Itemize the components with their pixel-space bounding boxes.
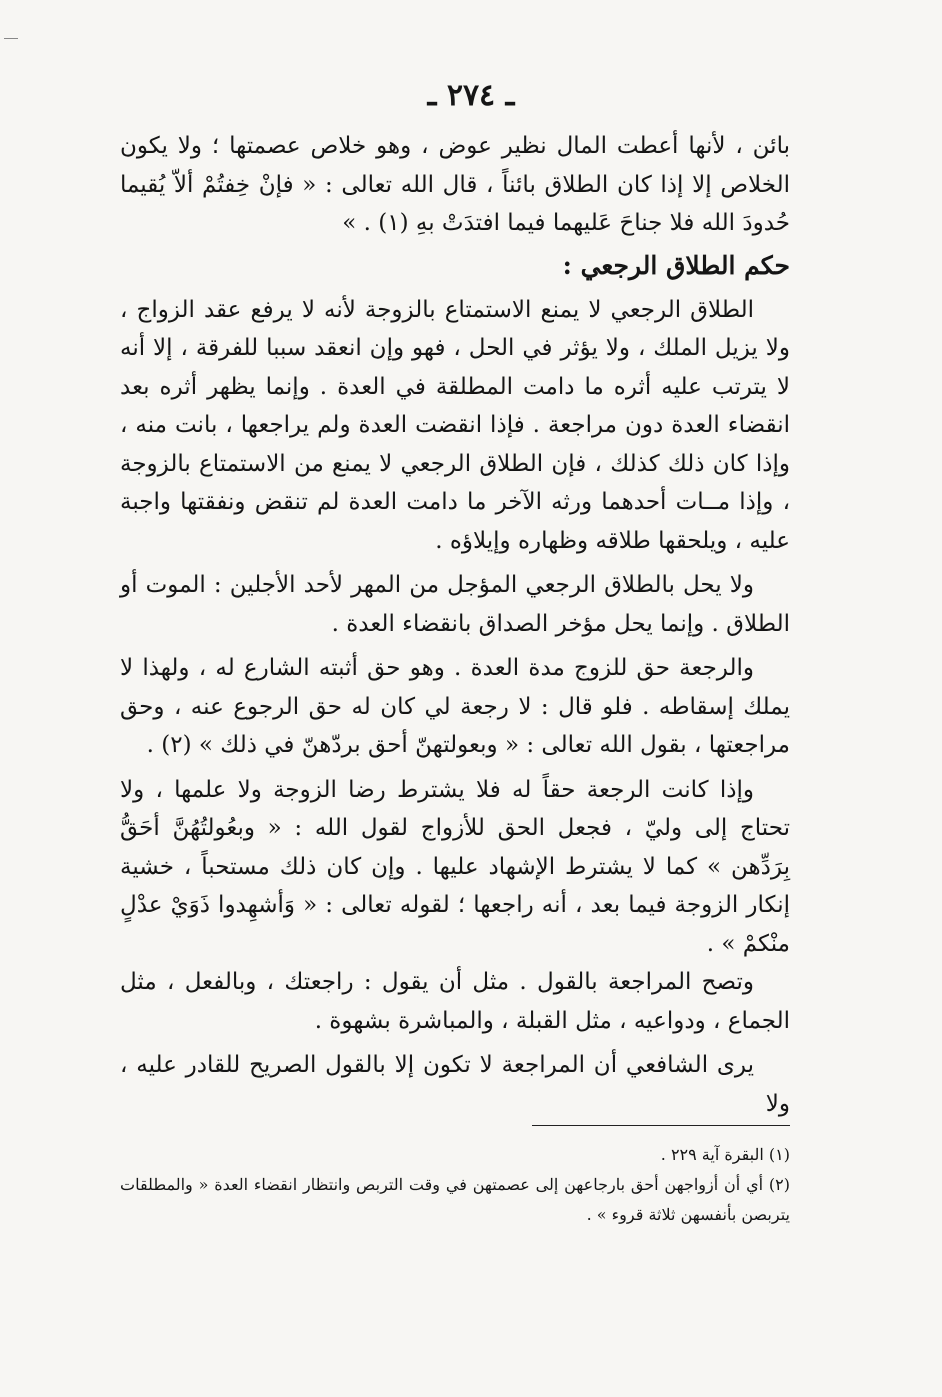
footnote-separator [532, 1125, 790, 1126]
paragraph-intro: بائن ، لأنها أعطت المال نظير عوض ، وهو خلاص عصمتها ؛ ولا يكون الخلاص إلا إذا كان الطلاق بائناً ، قال الله تعالى : « فإنْ خِفتُمْ ألاّ يُقيما حُدودَ الله فلا جناحَ عَليهما فيما افتدَتْ بهِ (١) . » [120, 133, 790, 236]
paragraph-right-of-return: والرجعة حق للزوج مدة العدة . وهو حق أثبته الشارع له ، ولهذا لا يملك إسقاطه . فلو قال : لا رجعة لي كان له حق الرجوع عنه ، وحق مراجعتها ، بقول الله تعالى : « وبعولتهنّ أحق بردّهنّ في ذلك » (٢) . [120, 655, 790, 758]
paragraph-deferred-dowry: ولا يحل بالطلاق الرجعي المؤجل من المهر لأحد الأجلين : الموت أو الطلاق . وإنما يحل مؤخر الصداق بانقضاء العدة . [120, 572, 790, 637]
paragraph-methods: وتصح المراجعة بالقول . مثل أن يقول : راجعتك ، وبالفعل ، مثل الجماع ، ودواعيه ، مثل القبلة ، والمباشرة بشهوة . [120, 969, 790, 1034]
paragraph-raj-i-effects: الطلاق الرجعي لا يمنع الاستمتاع بالزوجة لأنه لا يرفع عقد الزواج ، ولا يزيل الملك ، ولا يؤثر في الحل ، فهو وإن انعقد سببا للفرقة ، إلا أنه لا يترتب عليه أثره ما دامت المطلقة في العدة . وإنما يظهر أثره بعد انقضاء العدة دون مراجعة . فإذا انقضت العدة ولم يراجعها ، بانت منه ، وإذا كان ذلك كذلك ، فإن الطلاق الرجعي لا يمنع من الاستمتاع بالزوجة ، وإذا مــات أحدهما ورثه الآخر ما دامت العدة لم تنقض ونفقتها واجبة عليه ، ويلحقها طلاقه وظهاره وإيلاؤه . [120, 296, 790, 554]
footnotes [120, 1140, 790, 1230]
paragraph-consent: وإذا كانت الرجعة حقاً له فلا يشترط رضا الزوجة ولا علمها ، ولا تحتاج إلى وليّ ، فجعل الحق للأزواج لقول الله : « وبعُولتُهُنَّ أحَقُّ بِرَدِّهن » كما لا يشترط الإشهاد عليها . وإن كان ذلك مستحباً ، خشية إنكار الزوجة فيما بعد ، أنه راجعها ؛ لقوله تعالى : « وَأشهِدوا ذَوَيْ عدْلٍ منْكمْ » . [120, 776, 790, 957]
paragraph-shafii: يرى الشافعي أن المراجعة لا تكون إلا بالقول الصريح للقادر عليه ، ولا [120, 1052, 790, 1117]
footnote-2: (٢) أي أن أزواجهن أحق بارجاعهن إلى عصمتهن في وقت التربص وانتظار انقضاء العدة « والمطلقات يتربصن بأنفسهن ثلاثة قروء » . [120, 1175, 791, 1224]
page-number: ـ ٢٧٤ ـ [427, 78, 515, 113]
scan-edge-mark [4, 38, 18, 39]
main-text [120, 127, 790, 1123]
footnote-1: (١) البقرة آية ٢٢٩ . [660, 1145, 790, 1164]
section-heading: حكم الطلاق الرجعي : [562, 250, 790, 280]
